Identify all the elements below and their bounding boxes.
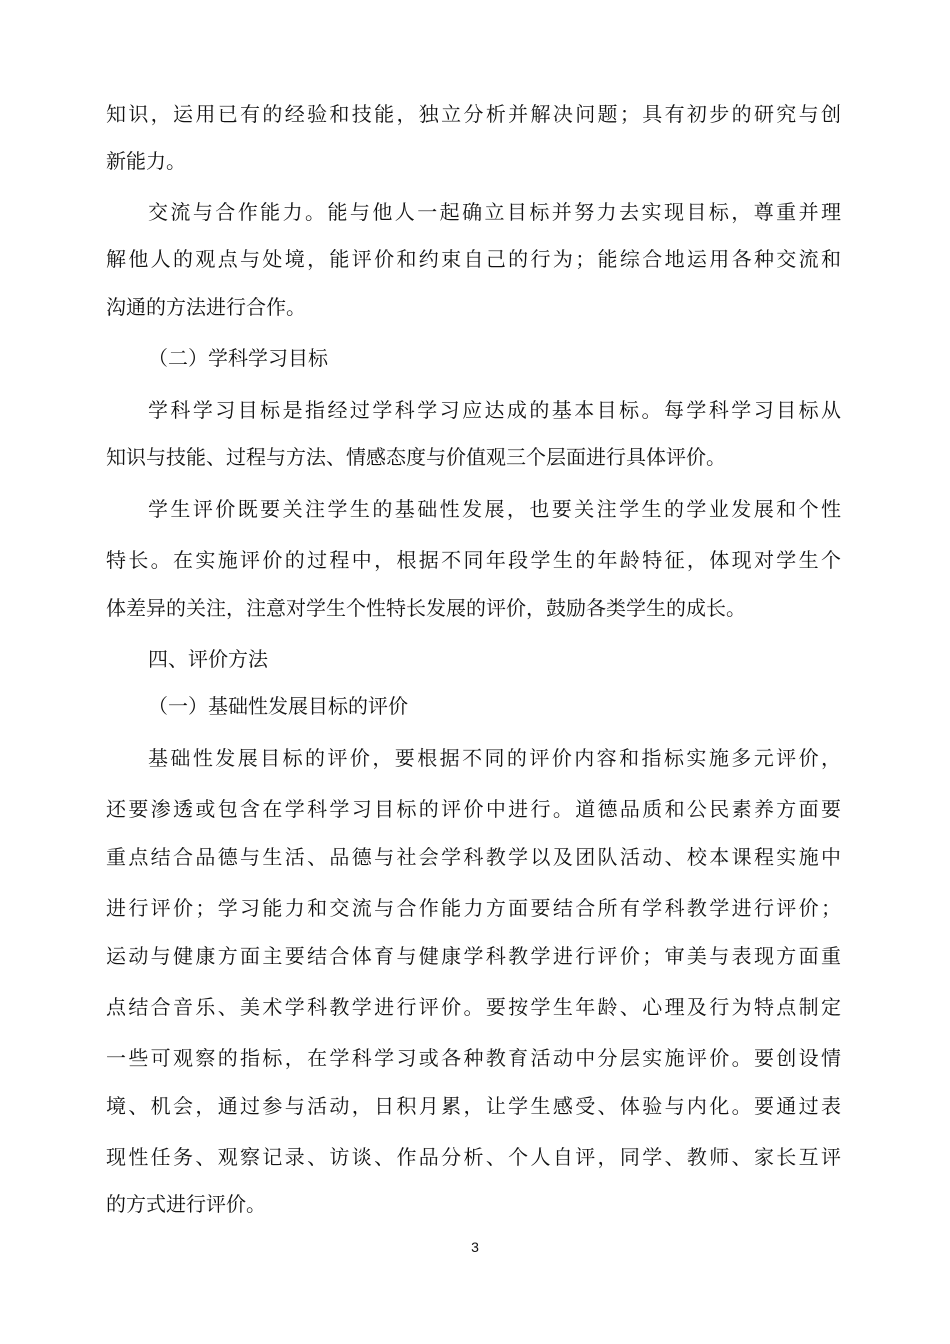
paragraph-first-line: 学科学习目标是指经过学科学习应达成的基本目标。每学科学习目标从 (148, 398, 841, 422)
body-text-line: 知识与技能、过程与方法、情感态度与价值观三个层面进行具体评价。 (106, 445, 726, 469)
body-text-line: 重点结合品德与生活、品德与社会学科教学以及团队活动、校本课程实施中 (106, 845, 841, 869)
body-text-line: 现性任务、观察记录、访谈、作品分析、个人自评，同学、教师、家长互评 (106, 1145, 841, 1169)
paragraph-first-line: 学生评价既要关注学生的基础性发展，也要关注学生的学业发展和个性 (148, 497, 841, 521)
section-heading: （一）基础性发展目标的评价 (148, 694, 408, 718)
body-text-line: 特长。在实施评价的过程中，根据不同年段学生的年龄特征，体现对学生个 (106, 548, 841, 572)
paragraph-first-line: 交流与合作能力。能与他人一起确立目标并努力去实现目标，尊重并理 (148, 200, 841, 224)
body-text-line: 解他人的观点与处境，能评价和约束自己的行为；能综合地运用各种交流和 (106, 247, 841, 271)
body-text-line: 运动与健康方面主要结合体育与健康学科教学进行评价；审美与表现方面重 (106, 944, 841, 968)
section-heading: （二）学科学习目标 (148, 346, 328, 370)
body-text-line: 点结合音乐、美术学科教学进行评价。要按学生年龄、心理及行为特点制定 (106, 995, 841, 1019)
body-text-line: 的方式进行评价。 (106, 1192, 266, 1216)
paragraph-first-line: 基础性发展目标的评价，要根据不同的评价内容和指标实施多元评价， (148, 746, 841, 770)
body-text-line: 知识，运用已有的经验和技能，独立分析并解决问题；具有初步的研究与创 (106, 102, 841, 126)
section-heading: 四、评价方法 (148, 647, 268, 671)
body-text-line: 还要渗透或包含在学科学习目标的评价中进行。道德品质和公民素养方面要 (106, 797, 841, 821)
body-text-line: 沟通的方法进行合作。 (106, 295, 306, 319)
page-number: 3 (471, 1239, 479, 1255)
body-text-line: 境、机会，通过参与活动，日积月累，让学生感受、体验与内化。要通过表 (106, 1094, 841, 1118)
body-text-line: 一些可观察的指标，在学科学习或各种教育活动中分层实施评价。要创设情 (106, 1046, 841, 1070)
body-text-line: 进行评价；学习能力和交流与合作能力方面要结合所有学科教学进行评价； (106, 896, 841, 920)
body-text-line: 体差异的关注，注意对学生个性特长发展的评价，鼓励各类学生的成长。 (106, 596, 746, 620)
body-text-line: 新能力。 (106, 149, 186, 173)
